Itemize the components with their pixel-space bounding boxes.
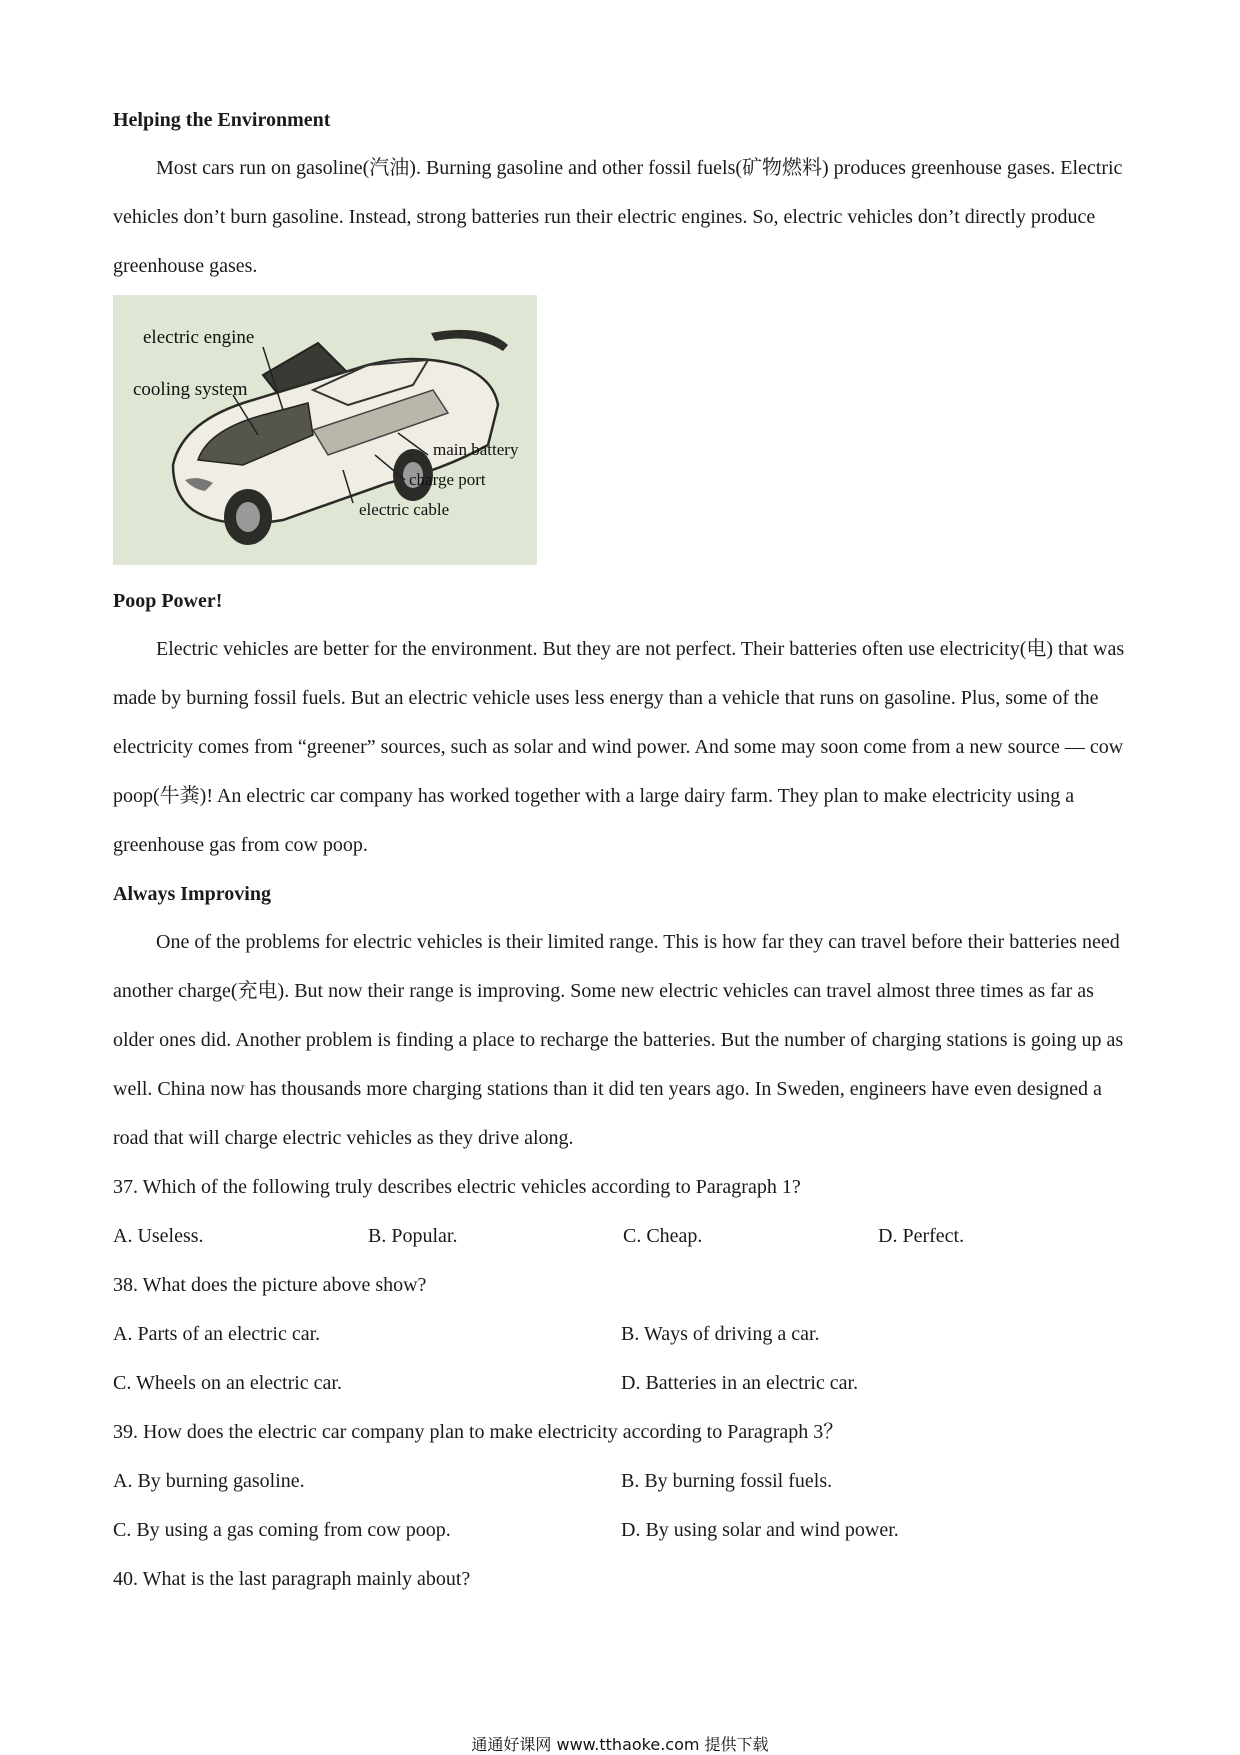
section-heading-environment: Helping the Environment [113, 109, 331, 131]
question-40: 40. What is the last paragraph mainly about? [113, 1568, 471, 1590]
option-39-a: A. By burning gasoline. [113, 1470, 305, 1492]
option-39-d: D. By using solar and wind power. [621, 1519, 899, 1541]
option-38-c: C. Wheels on an electric car. [113, 1372, 342, 1394]
electric-car-diagram [113, 295, 537, 565]
option-37-d: D. Perfect. [878, 1225, 965, 1247]
question-38-options [113, 1310, 1133, 1408]
label-charge-port: charge port [409, 470, 486, 489]
label-main-battery: main battery [433, 440, 519, 459]
document-page [113, 96, 1133, 1604]
question-38: 38. What does the picture above show? [113, 1274, 427, 1296]
option-37-c: C. Cheap. [623, 1225, 703, 1247]
option-39-c: C. By using a gas coming from cow poop. [113, 1519, 451, 1541]
option-38-b: B. Ways of driving a car. [621, 1323, 820, 1345]
question-37-options [113, 1212, 1133, 1261]
option-38-a: A. Parts of an electric car. [113, 1323, 321, 1345]
label-cooling-system: cooling system [133, 379, 248, 400]
paragraph-always-improving: One of the problems for electric vehicles is their limited range. This is how far they can travel before their batteries need another charge(充电). But now their range is improving. Some new electric vehicles can travel almost three times as far as older ones did. Another problem is finding a place to recharge the batteries. But the number of charging stations is going up as well. China now has thousands more charging stations than it did ten years ago. In Sweden, engineers have even designed a road that will charge electric vehicles as they drive along. [113, 931, 1124, 1149]
question-37: 37. Which of the following truly describes electric vehicles according to Paragraph 1? [113, 1176, 801, 1198]
section-heading-always-improving: Always Improving [113, 883, 271, 905]
question-39: 39. How does the electric car company plan to make electricity according to Paragraph 3？ [113, 1421, 844, 1443]
question-39-options [113, 1457, 1133, 1555]
label-electric-engine: electric engine [143, 327, 255, 348]
option-37-a: A. Useless. [113, 1225, 204, 1247]
page-footer: 通通好课网 www.tthaoke.com 提供下载 [471, 1735, 769, 1754]
label-electric-cable: electric cable [359, 500, 450, 519]
option-38-d: D. Batteries in an electric car. [621, 1372, 859, 1394]
paragraph-environment: Most cars run on gasoline(汽油). Burning gasoline and other fossil fuels(矿物燃料) produces greenhouse gases. Electric vehicles don’t burn gasoline. Instead, strong batteries run their electric engines. So, electric vehicles don’t directly produce greenhouse gases. [113, 157, 1123, 277]
paragraph-poop-power: Electric vehicles are better for the environment. But they are not perfect. Their batteries often use electricity(电) that was made by burning fossil fuels. But an electric vehicle uses less energy than a vehicle that runs on gasoline. Plus, some of the electricity comes from “greener” sources, such as solar and wind power. And some may soon come from a new source — cow poop(牛粪)! An electric car company has worked together with a large dairy farm. They plan to make electricity using a greenhouse gas from cow poop. [113, 638, 1125, 856]
option-39-b: B. By burning fossil fuels. [621, 1470, 833, 1492]
option-37-b: B. Popular. [368, 1225, 458, 1247]
section-heading-poop-power: Poop Power! [113, 590, 223, 612]
